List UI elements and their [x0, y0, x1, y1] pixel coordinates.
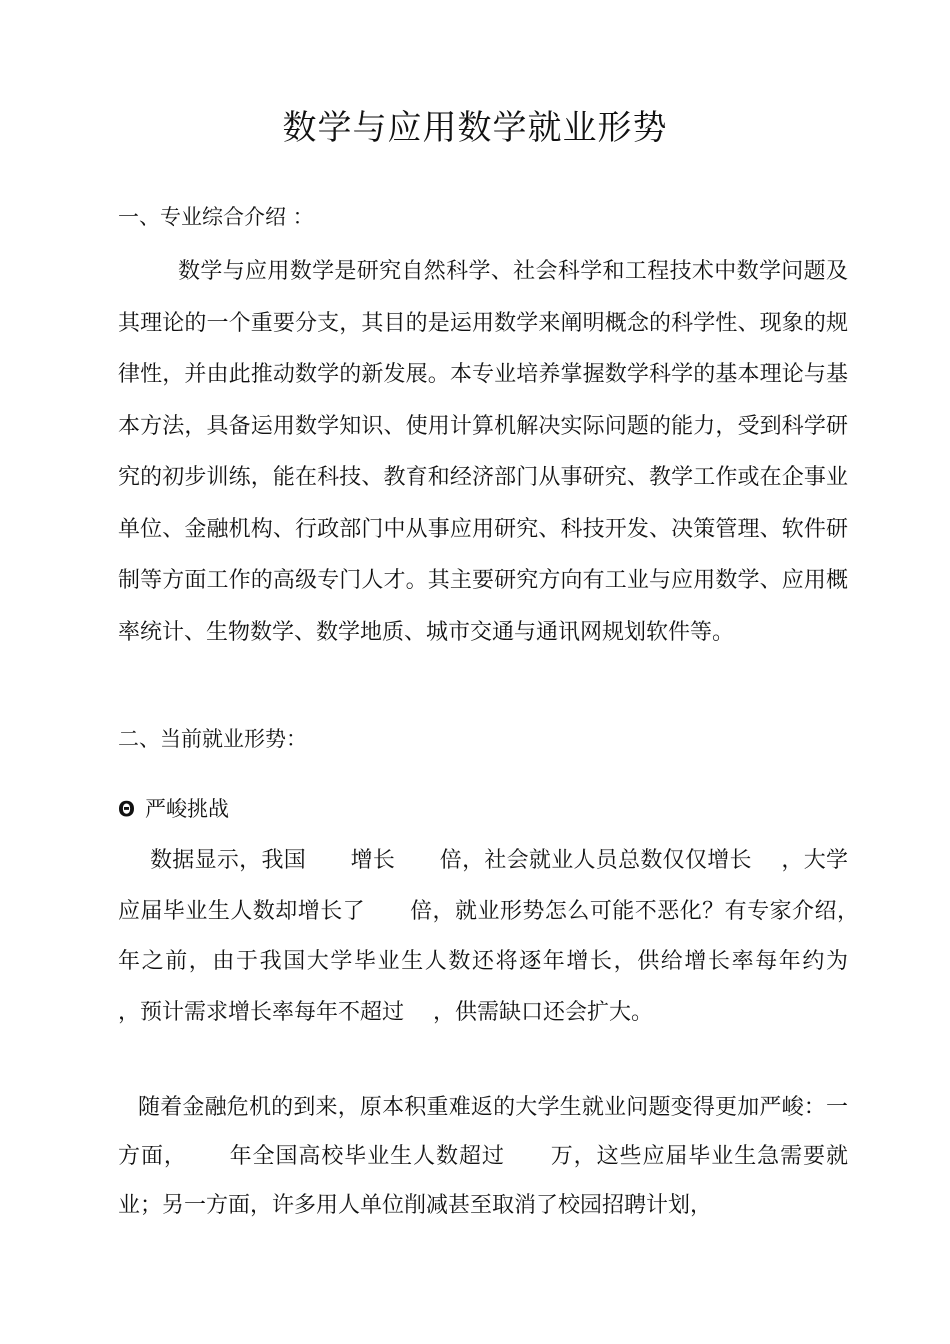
theta-bullet-icon: Θ: [118, 797, 136, 821]
challenge-subheading: [118, 794, 229, 824]
section-heading-intro: 一、专业综合介绍 ：: [118, 205, 314, 229]
document-title: 数学与应用数学就业形势: [282, 108, 668, 148]
intro-paragraph: 数学与应用数学是研究自然科学、社会科学和工程技术中数学问题及其理论的一个重要分支，其目的是运用数学来阐明概念的科学性、现象的规律性，并由此推动数学的新发展。本专业培养掌握数学科学的基本理论与基本方法，具备运用数学知识、使用计算机解决实际问题的能力，受到科学研究的初步训练，能在科技、教育和经济部门从事研究、教学工作或在企事业单位、金融机构、行政部门中从事应用研究、科技开发、决策管理、软件研制等方面工作的高级专门人才。其主要研究方向有工业与应用数学、应用概率统计、生物数学、数学地质、城市交通与通讯网规划软件等。: [118, 259, 848, 645]
financial-crisis-paragraph: 随着金融危机的到来，原本积重难返的大学生就业问题变得更加严峻：一方面， 年全国高校毕业生人数超过 万，这些应届毕业生急需要就业；另一方面，许多用人单位削减甚至取消了校园招聘计划，: [118, 1095, 848, 1218]
employment-data-paragraph: 数据显示，我国 增长 倍，社会就业人员总数仅仅增长 ，大学应届毕业生人数却增长了 倍，就业形势怎么可能不恶化？有专家介绍， 年之前，由于我国大学毕业生人数还将逐年增长，供给增长率每年约为 ，预计需求增长率每年不超过 ，供需缺口还会扩大。: [118, 848, 899, 1025]
challenge-subheading-text: 严峻挑战: [145, 797, 230, 821]
section-heading-employment: 二、当前就业形势：: [118, 727, 307, 751]
